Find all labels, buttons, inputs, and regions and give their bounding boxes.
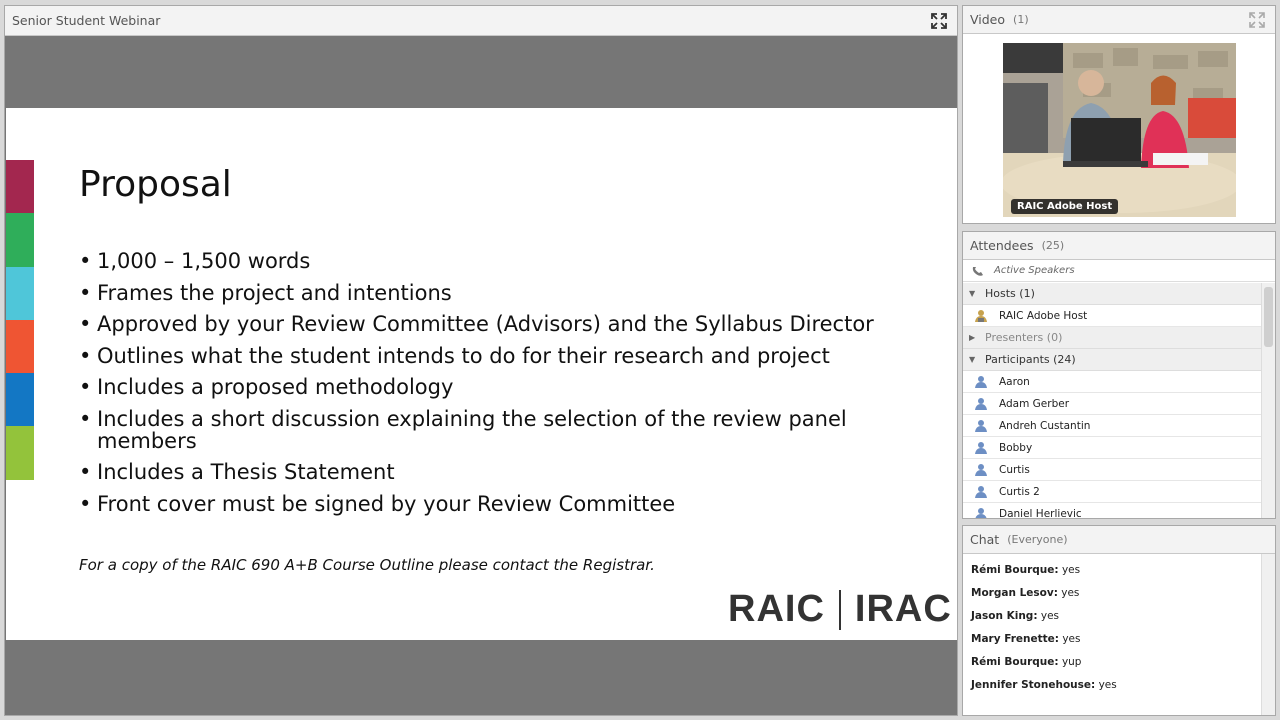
share-canvas bbox=[5, 36, 957, 715]
caret-right-icon[interactable]: ▶ bbox=[969, 333, 976, 342]
slide-bullet: • Frames the project and intentions bbox=[79, 282, 899, 304]
scroll-thumb[interactable] bbox=[1264, 287, 1273, 347]
chat-message bbox=[971, 608, 1261, 631]
share-pod-title: Senior Student Webinar bbox=[12, 13, 161, 28]
user-icon bbox=[974, 463, 988, 477]
raic-logo bbox=[728, 588, 952, 631]
attendee-name: Curtis 2 bbox=[999, 485, 1040, 498]
slide-bullet: • 1,000 – 1,500 words bbox=[79, 250, 899, 272]
chat-sender: Morgan Lesov: bbox=[971, 587, 1058, 599]
color-bar-segment bbox=[6, 267, 34, 320]
chat-scrollbar[interactable] bbox=[1261, 554, 1275, 715]
fullscreen-icon[interactable] bbox=[1249, 12, 1265, 28]
attendee-name: Curtis bbox=[999, 463, 1030, 476]
chat-text: yes bbox=[1098, 679, 1117, 691]
attendees-pod-header bbox=[963, 232, 1275, 260]
attendee-group-header[interactable] bbox=[963, 283, 1261, 305]
attendee-scrollbar[interactable] bbox=[1261, 283, 1275, 518]
slide-title: Proposal bbox=[79, 164, 232, 205]
attendee-name: Aaron bbox=[999, 375, 1030, 388]
color-bar-segment bbox=[6, 426, 34, 479]
user-icon bbox=[974, 375, 988, 389]
video-pod bbox=[962, 5, 1276, 224]
slide-bullet-list bbox=[79, 250, 899, 524]
chat-message bbox=[971, 585, 1261, 608]
caret-down-icon[interactable]: ▼ bbox=[969, 289, 976, 298]
share-pod bbox=[4, 5, 958, 716]
attendee-name: RAIC Adobe Host bbox=[999, 309, 1088, 322]
chat-sender: Rémi Bourque: bbox=[971, 564, 1059, 576]
fullscreen-icon[interactable] bbox=[931, 13, 947, 29]
attendee-row[interactable] bbox=[963, 371, 1261, 393]
color-bar-segment bbox=[6, 373, 34, 426]
attendee-row[interactable] bbox=[963, 481, 1261, 503]
chat-text: yup bbox=[1061, 656, 1082, 668]
user-icon bbox=[974, 309, 988, 323]
chat-sender: Jennifer Stonehouse: bbox=[971, 679, 1096, 691]
color-bar-segment bbox=[6, 160, 34, 213]
attendee-name: Daniel Herlievic bbox=[999, 507, 1082, 519]
video-scene-image bbox=[1003, 43, 1236, 217]
attendee-name: Adam Gerber bbox=[999, 397, 1070, 410]
chat-message-list bbox=[971, 562, 1261, 700]
attendee-group-label: Presenters (0) bbox=[985, 331, 1063, 344]
attendee-row[interactable] bbox=[963, 437, 1261, 459]
attendee-list bbox=[963, 283, 1261, 518]
chat-message bbox=[971, 631, 1261, 654]
attendee-row[interactable] bbox=[963, 459, 1261, 481]
video-feed[interactable] bbox=[1003, 43, 1236, 217]
chat-pod-header bbox=[963, 526, 1275, 554]
attendees-pod bbox=[962, 231, 1276, 519]
chat-pod bbox=[962, 525, 1276, 716]
slide-bullet: • Includes a Thesis Statement bbox=[79, 461, 899, 483]
attendee-row[interactable] bbox=[963, 305, 1261, 327]
active-speakers-row bbox=[963, 260, 1275, 282]
attendee-name: Bobby bbox=[999, 441, 1033, 454]
video-participant-label: RAIC Adobe Host bbox=[1011, 199, 1118, 214]
attendees-count: (25) bbox=[1041, 239, 1065, 252]
chat-sender: Rémi Bourque: bbox=[971, 656, 1059, 668]
logo-right: IRAC bbox=[854, 588, 952, 630]
logo-left: RAIC bbox=[728, 588, 825, 630]
phone-icon bbox=[971, 265, 985, 277]
chat-text: yes bbox=[1062, 633, 1081, 645]
attendee-row[interactable] bbox=[963, 415, 1261, 437]
chat-sender: Mary Frenette: bbox=[971, 633, 1059, 645]
chat-text: yes bbox=[1040, 610, 1060, 622]
video-count: (1) bbox=[1013, 13, 1029, 26]
attendee-name: Andreh Custantin bbox=[999, 419, 1091, 432]
slide-bullet: • Includes a proposed methodology bbox=[79, 376, 899, 398]
chat-pod-title: Chat bbox=[970, 532, 1000, 547]
user-icon bbox=[974, 419, 988, 433]
attendees-pod-title: Attendees bbox=[970, 238, 1034, 253]
user-icon bbox=[974, 507, 988, 520]
video-pod-title: Video bbox=[970, 12, 1006, 27]
user-icon bbox=[974, 485, 988, 499]
chat-message bbox=[971, 677, 1261, 700]
user-icon bbox=[974, 397, 988, 411]
chat-scope: (Everyone) bbox=[1007, 533, 1068, 546]
caret-down-icon[interactable]: ▼ bbox=[969, 355, 976, 364]
chat-text: yes bbox=[1061, 564, 1081, 576]
attendee-group-label: Participants (24) bbox=[985, 353, 1076, 366]
chat-message bbox=[971, 562, 1261, 585]
slide-footnote: For a copy of the RAIC 690 A+B Course Outline please contact the Registrar. bbox=[79, 556, 655, 574]
slide-color-bar bbox=[6, 160, 34, 480]
chat-text: yes bbox=[1061, 587, 1080, 599]
video-pod-header bbox=[963, 6, 1275, 34]
slide bbox=[6, 108, 957, 640]
slide-bullet: • Front cover must be signed by your Review Committee bbox=[79, 493, 899, 515]
share-pod-header bbox=[5, 6, 957, 36]
attendee-row[interactable] bbox=[963, 393, 1261, 415]
slide-bullet: • Approved by your Review Committee (Advisors) and the Syllabus Director bbox=[79, 313, 899, 335]
attendee-group-label: Hosts (1) bbox=[985, 287, 1035, 300]
color-bar-segment bbox=[6, 320, 34, 373]
slide-bullet: • Outlines what the student intends to do for their research and project bbox=[79, 345, 899, 367]
chat-message bbox=[971, 654, 1261, 677]
chat-sender: Jason King: bbox=[971, 610, 1038, 622]
attendee-group-header[interactable] bbox=[963, 349, 1261, 371]
user-icon bbox=[974, 441, 988, 455]
attendee-group-header[interactable] bbox=[963, 327, 1261, 349]
slide-bullet: • Includes a short discussion explaining the selection of the review panel members bbox=[79, 408, 899, 452]
active-speakers-label: Active Speakers bbox=[994, 265, 1075, 276]
logo-separator bbox=[839, 590, 841, 630]
color-bar-segment bbox=[6, 213, 34, 266]
attendee-row[interactable] bbox=[963, 503, 1261, 519]
